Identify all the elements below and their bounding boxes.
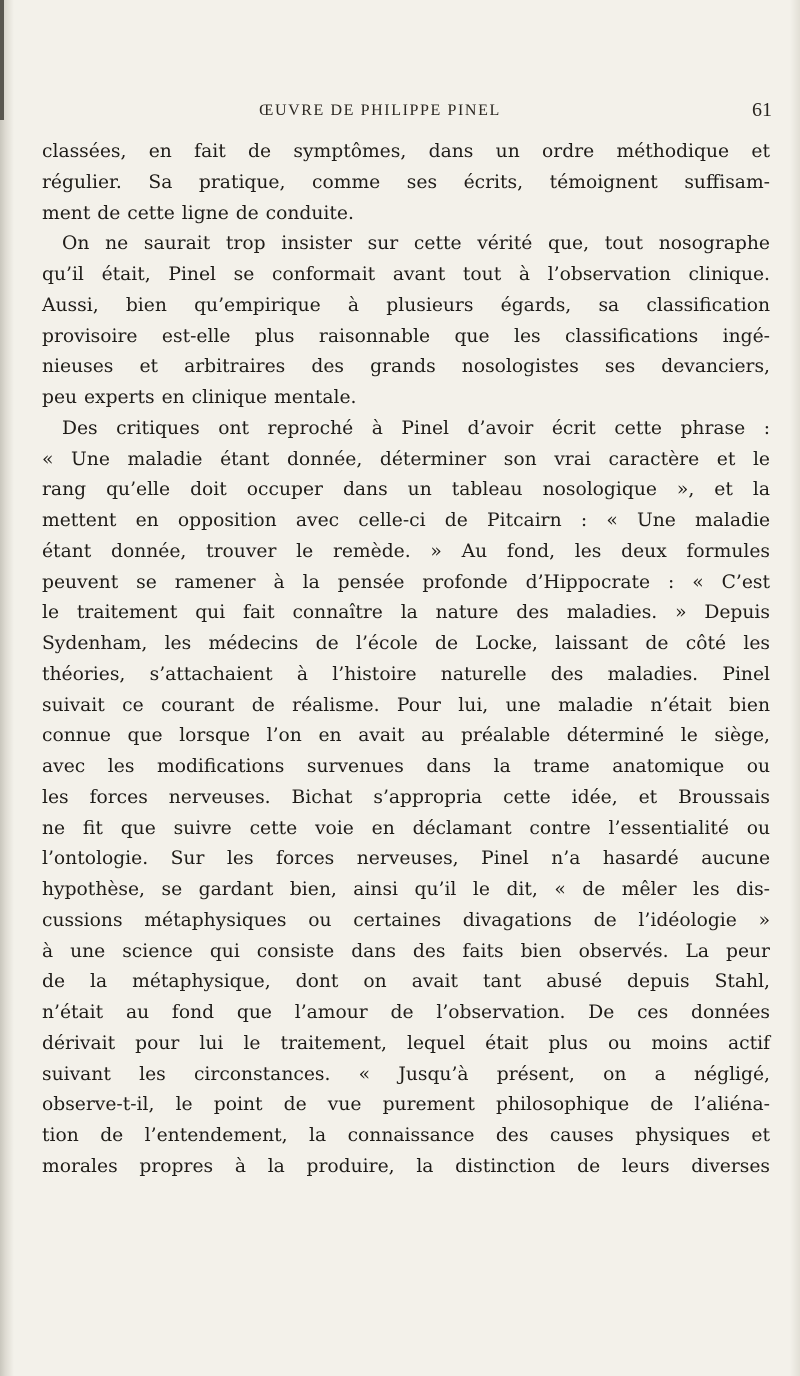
text-line: dérivait pour lui le traitement, lequel était plus ou moins actif [42, 1032, 770, 1054]
text-line: provisoire est-elle plus raisonnable que les classifications ingé- [42, 325, 770, 347]
running-head [0, 99, 800, 130]
text-line: les forces nerveuses. Bichat s’appropria cette idée, et Broussais [42, 786, 770, 808]
text-line: morales propres à la produire, la distinction de leurs diverses [42, 1155, 770, 1177]
text-line: cussions métaphysiques ou certaines divagations de l’idéologie » [42, 909, 770, 931]
text-line: Des critiques ont reproché à Pinel d’avoir écrit cette phrase : [62, 417, 770, 439]
text-line: suivant les circonstances. « Jusqu’à présent, on a négligé, [42, 1063, 770, 1085]
text-line: « Une maladie étant donnée, déterminer son vrai caractère et le [42, 448, 770, 470]
text-line: l’ontologie. Sur les forces nerveuses, Pinel n’a hasardé aucune [42, 848, 770, 870]
text-line: peuvent se ramener à la pensée profonde d’Hippocrate : « C’est [42, 571, 770, 593]
text-line: ment de cette ligne de conduite. [42, 202, 354, 224]
text-line: étant donnée, trouver le remède. » Au fond, les deux formules [42, 540, 770, 562]
text-line: hypothèse, se gardant bien, ainsi qu’il le dit, « de mêler les dis- [42, 879, 770, 900]
text-line: Aussi, bien qu’empirique à plusieurs égards, sa classification [42, 294, 770, 316]
text-line: observe-t-il, le point de vue purement philosophique de l’aliéna- [42, 1094, 770, 1116]
text-line: suivait ce courant de réalisme. Pour lui, une maladie n’était bien [42, 694, 770, 716]
page-edge-shadow [790, 0, 800, 1376]
text-line: mettent en opposition avec celle-ci de Pitcairn : « Une maladie [42, 510, 770, 531]
text-line: On ne saurait trop insister sur cette vérité que, tout nosographe [62, 233, 770, 255]
text-line: de la métaphysique, dont on avait tant abusé depuis Stahl, [42, 971, 770, 993]
running-title: ŒUVRE DE PHILIPPE PINEL [259, 102, 501, 119]
text-line: tion de l’entendement, la connaissance des causes physiques et [42, 1125, 770, 1146]
text-line: théories, s’attachaient à l’histoire naturelle des maladies. Pinel [42, 663, 770, 685]
text-line: ne fit que suivre cette voie en déclamant contre l’essentialité ou [42, 817, 770, 839]
text-line: rang qu’elle doit occuper dans un tableau nosologique », et la [42, 479, 770, 501]
text-line: Sydenham, les médecins de l’école de Locke, laissant de côté les [42, 633, 770, 654]
text-line: qu’il était, Pinel se conformait avant tout à l’observation clinique. [42, 264, 770, 285]
page-number: 61 [752, 99, 772, 121]
text-line: nieuses et arbitraires des grands nosologistes ses devanciers, [42, 356, 770, 378]
text-line: peu experts en clinique mentale. [42, 387, 357, 408]
page-gutter-shadow [0, 0, 14, 1376]
text-line: régulier. Sa pratique, comme ses écrits, témoignent suffisam- [42, 171, 770, 193]
text-line: avec les modifications survenues dans la trame anatomique ou [42, 756, 770, 777]
text-line: le traitement qui fait connaître la nature des maladies. » Depuis [42, 602, 770, 624]
text-line: connue que lorsque l’on en avait au préalable déterminé le siège, [42, 725, 770, 747]
text-line: n’était au fond que l’amour de l’observation. De ces données [42, 1002, 770, 1023]
text-line: classées, en fait de symptômes, dans un ordre méthodique et [42, 141, 770, 162]
text-line: à une science qui consiste dans des faits bien observés. La peur [42, 940, 770, 962]
body-text [42, 137, 770, 1183]
